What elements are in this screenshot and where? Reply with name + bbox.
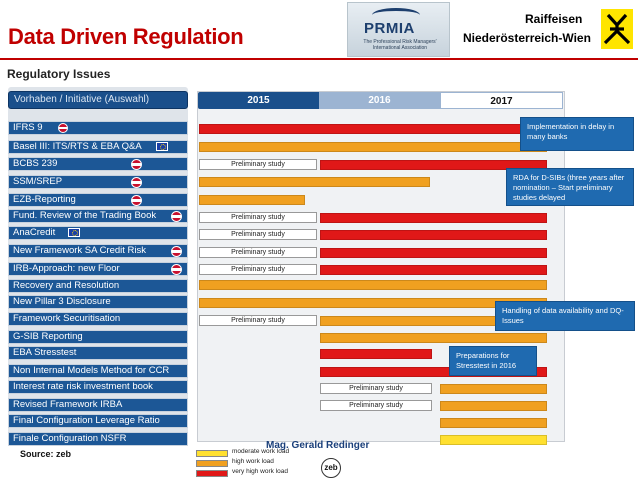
initiatives-header: Vorhaben / Initiative (Auswahl): [8, 91, 188, 109]
legend-swatch-high: [196, 460, 228, 467]
zeb-logo: zeb: [321, 458, 341, 478]
preliminary-study-bar: Preliminary study: [199, 315, 317, 326]
initiative-row: [8, 226, 188, 240]
initiative-label: Revised Framework IRBA: [13, 399, 123, 410]
initiative-row: [8, 380, 188, 394]
austria-flag-icon: [131, 177, 142, 188]
prmia-wordmark: PRMIA: [364, 20, 415, 37]
initiative-label: Finale Configuration NSFR: [13, 433, 127, 444]
initiative-row: [8, 432, 188, 446]
initiative-row: [8, 330, 188, 344]
timeline-bar-red: [320, 265, 547, 275]
initiative-label: EBA Stresstest: [13, 347, 77, 358]
year-2016-header: 2016: [319, 92, 440, 109]
legend-swatch-very-high: [196, 470, 228, 477]
timeline-bar-red: [320, 349, 432, 359]
initiative-row: [8, 244, 188, 258]
timeline-bar-orange: [320, 333, 547, 343]
initiative-label: EZB-Reporting: [13, 194, 76, 205]
initiative-row: [8, 157, 188, 171]
initiative-row: [8, 414, 188, 428]
timeline-bar-orange: [199, 280, 547, 290]
initiative-row: [8, 209, 188, 223]
source-note: Source: zeb: [20, 449, 72, 459]
initiative-row: [8, 279, 188, 293]
initiative-row: [8, 346, 188, 360]
eu-flag-icon: [68, 228, 80, 237]
legend-label-very-high: very high work load: [232, 468, 288, 475]
initiative-label: New Pillar 3 Disclosure: [13, 296, 111, 307]
initiative-label: Framework Securitisation: [13, 313, 121, 324]
title-divider: [0, 58, 638, 60]
raiffeisen-gable-cross-icon: [601, 9, 633, 49]
initiative-label: Recovery and Resolution: [13, 280, 120, 291]
preliminary-study-bar: Preliminary study: [320, 400, 432, 411]
initiative-row: [8, 364, 188, 378]
preliminary-study-bar: Preliminary study: [199, 247, 317, 258]
initiative-label: Final Configuration Leverage Ratio: [13, 415, 160, 426]
initiative-label: SSM/SREP: [13, 176, 63, 187]
initiative-label: AnaCredit: [13, 227, 56, 238]
timeline-bar-orange: [440, 418, 547, 428]
raiffeisen-logo: [453, 4, 635, 54]
initiative-row: [8, 398, 188, 412]
timeline-bar-orange: [199, 195, 305, 205]
timeline-bar-orange: [440, 401, 547, 411]
prmia-tagline: The Professional Risk Managers' International Association: [363, 39, 437, 51]
timeline-bar-red: [320, 213, 547, 223]
initiative-row: [8, 295, 188, 309]
raiffeisen-name: Raiffeisen: [525, 12, 583, 26]
eu-flag-icon: [156, 142, 168, 151]
preliminary-study-bar: Preliminary study: [199, 264, 317, 275]
initiative-label: Basel III: ITS/RTS & EBA Q&A: [13, 141, 142, 152]
uk-flag-icon: [58, 123, 68, 133]
callout-ifrs9-delay: Implementation in delay in many banks: [520, 117, 634, 151]
preliminary-study-bar: Preliminary study: [320, 383, 432, 394]
initiative-label: Fund. Review of the Trading Book: [13, 210, 157, 221]
initiative-row: [8, 175, 188, 189]
author-name: Mag. Gerald Redinger: [266, 440, 370, 451]
year-2017-header: 2017: [440, 92, 563, 109]
legend-label-moderate: moderate work load: [232, 448, 290, 455]
year-2015-header: 2015: [198, 92, 319, 109]
preliminary-study-bar: Preliminary study: [199, 212, 317, 223]
callout-rda-dsib: RDA for D-SIBs (three years after nomination – Start preliminary studies delayed: [506, 168, 634, 206]
austria-flag-icon: [171, 211, 182, 222]
initiative-label: Non Internal Models Method for CCR: [13, 365, 170, 376]
raiffeisen-region: Niederösterreich-Wien: [463, 31, 591, 45]
timeline-bar-yellow: [440, 435, 547, 445]
callout-stresstest-prep: Preparations for Stresstest in 2016: [449, 346, 537, 376]
timeline-bar-orange: [440, 384, 547, 394]
austria-flag-icon: [131, 159, 142, 170]
austria-flag-icon: [171, 246, 182, 257]
initiative-label: New Framework SA Credit Risk: [13, 245, 147, 256]
initiative-label: IFRS 9: [13, 122, 43, 133]
section-subtitle: Regulatory Issues: [7, 67, 111, 81]
initiative-row: [8, 312, 188, 326]
timeline-bar-orange: [199, 177, 430, 187]
initiative-label: Interest rate risk investment book: [13, 381, 153, 392]
timeline-bar-red: [320, 230, 547, 240]
initiative-label: BCBS 239: [13, 158, 58, 169]
initiative-label: G-SIB Reporting: [13, 331, 83, 342]
austria-flag-icon: [131, 195, 142, 206]
initiative-row: [8, 121, 188, 135]
callout-data-availability: Handling of data availability and DQ-Issues: [495, 301, 635, 331]
preliminary-study-bar: Preliminary study: [199, 159, 317, 170]
preliminary-study-bar: Preliminary study: [199, 229, 317, 240]
timeline-bar-red: [320, 248, 547, 258]
legend-swatch-moderate: [196, 450, 228, 457]
austria-flag-icon: [171, 264, 182, 275]
initiative-label: IRB-Approach: new Floor: [13, 263, 120, 274]
initiative-row: [8, 262, 188, 276]
timeline-bar-orange: [199, 142, 547, 152]
timeline-bar-red: [199, 124, 547, 134]
prmia-logo: [347, 2, 450, 57]
legend-label-high: high work load: [232, 458, 274, 465]
initiative-row: [8, 193, 188, 207]
page-title: Data Driven Regulation: [8, 24, 244, 49]
